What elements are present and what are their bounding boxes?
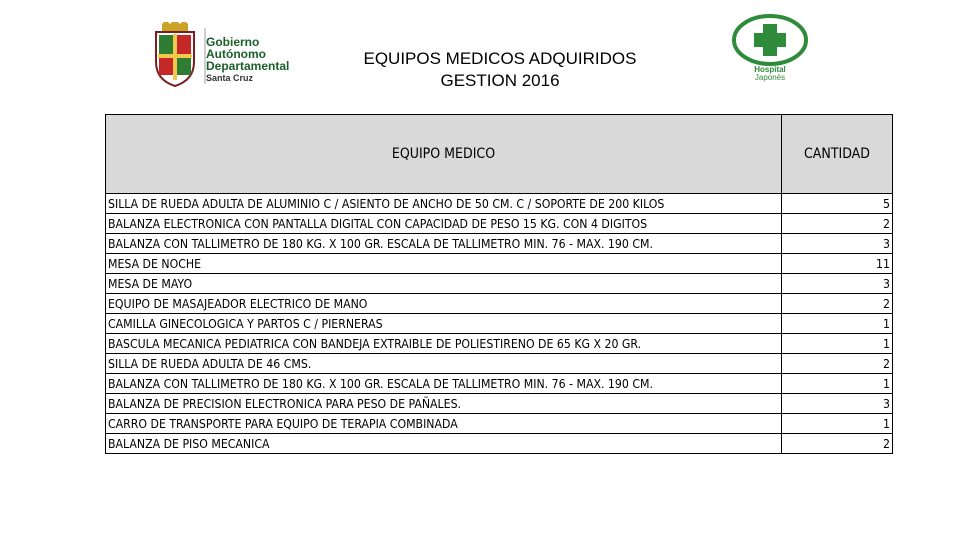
equipment-name-cell: CAMILLA GINECOLOGICA Y PARTOS C / PIERNERAS <box>106 314 782 334</box>
org-name-line1: Gobierno <box>206 35 260 49</box>
table-row <box>106 394 893 414</box>
org-name-line4: Santa Cruz <box>206 73 254 83</box>
equipment-name-cell: BALANZA CON TALLIMETRO DE 180 KG. X 100 GR. ESCALA DE TALLIMETRO MIN. 76 - MAX. 190 CM. <box>106 374 782 394</box>
equipment-name-cell: BALANZA ELECTRONICA CON PANTALLA DIGITAL CON CAPACIDAD DE PESO 15 KG. CON 4 DIGITOS <box>106 214 782 234</box>
quantity-cell: 3 <box>782 234 893 254</box>
equipment-table <box>105 114 893 454</box>
table-row <box>106 294 893 314</box>
quantity-cell: 3 <box>782 394 893 414</box>
table-header-row <box>106 115 893 194</box>
equipment-name-cell: SILLA DE RUEDA ADULTA DE ALUMINIO C / ASIENTO DE ANCHO DE 50 CM. C / SOPORTE DE 200 KILOS <box>106 194 782 214</box>
table-row <box>106 234 893 254</box>
quantity-cell: 2 <box>782 434 893 454</box>
page-title <box>330 48 670 92</box>
header-equipo-medico: EQUIPO MEDICO <box>106 115 782 194</box>
equipment-name-cell: BALANZA CON TALLIMETRO DE 180 KG. X 100 GR. ESCALA DE TALLIMETRO MIN. 76 - MAX. 190 CM. <box>106 234 782 254</box>
title-line2: GESTION 2016 <box>440 71 560 90</box>
table-row <box>106 274 893 294</box>
hospital-logo-text1: Hospital <box>754 65 786 74</box>
equipment-name-cell: BALANZA DE PISO MECANICA <box>106 434 782 454</box>
equipment-name-cell: EQUIPO DE MASAJEADOR ELECTRICO DE MANO <box>106 294 782 314</box>
quantity-cell: 1 <box>782 374 893 394</box>
title-line1: EQUIPOS MEDICOS ADQUIRIDOS <box>363 49 637 68</box>
government-logo <box>150 22 310 88</box>
table-row <box>106 374 893 394</box>
table-row <box>106 334 893 354</box>
org-name-line3: Departamental <box>206 59 290 73</box>
quantity-cell: 5 <box>782 194 893 214</box>
quantity-cell: 11 <box>782 254 893 274</box>
quantity-cell: 1 <box>782 414 893 434</box>
header-cantidad: CANTIDAD <box>782 115 893 194</box>
quantity-cell: 2 <box>782 214 893 234</box>
equipment-name-cell: BALANZA DE PRECISION ELECTRONICA PARA PESO DE PAÑALES. <box>106 394 782 414</box>
quantity-cell: 2 <box>782 354 893 374</box>
hospital-logo-text2: Japonés <box>754 73 786 82</box>
quantity-cell: 1 <box>782 334 893 354</box>
table-row <box>106 314 893 334</box>
equipment-name-cell: SILLA DE RUEDA ADULTA DE 46 CMS. <box>106 354 782 374</box>
equipment-name-cell: MESA DE NOCHE <box>106 254 782 274</box>
hospital-logo <box>730 14 810 82</box>
equipment-name-cell: BASCULA MECANICA PEDIATRICA CON BANDEJA EXTRAIBLE DE POLIESTIRENO DE 65 KG X 20 GR. <box>106 334 782 354</box>
quantity-cell: 3 <box>782 274 893 294</box>
hospital-cross-icon <box>730 14 810 70</box>
table-row <box>106 214 893 234</box>
quantity-cell: 2 <box>782 294 893 314</box>
table-row <box>106 414 893 434</box>
equipment-name-cell: MESA DE MAYO <box>106 274 782 294</box>
table-row <box>106 434 893 454</box>
table-row <box>106 194 893 214</box>
quantity-cell: 1 <box>782 314 893 334</box>
table-row <box>106 254 893 274</box>
table-row <box>106 354 893 374</box>
equipment-name-cell: CARRO DE TRANSPORTE PARA EQUIPO DE TERAPIA COMBINADA <box>106 414 782 434</box>
org-name-line2: Autónomo <box>206 47 266 61</box>
